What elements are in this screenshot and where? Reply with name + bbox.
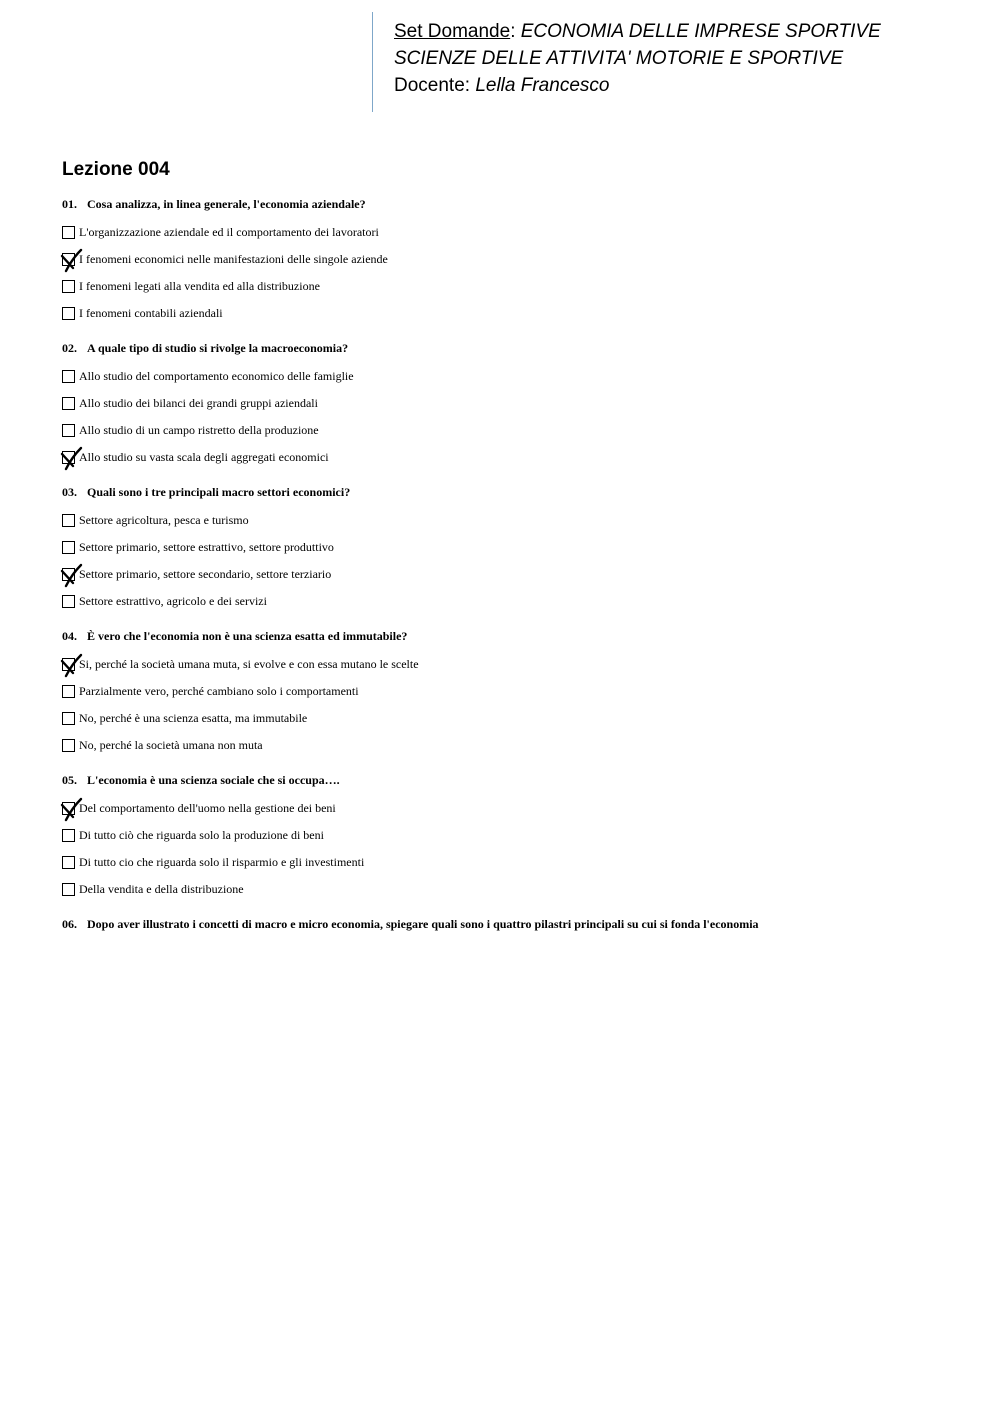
answer-option-label: I fenomeni legati alla vendita ed alla distribuzione (79, 279, 320, 293)
answer-option[interactable] (62, 849, 962, 876)
answer-option[interactable] (62, 822, 962, 849)
question-text (62, 771, 962, 789)
checkbox-checked[interactable] (62, 253, 75, 266)
answer-option[interactable] (62, 732, 962, 759)
answer-option[interactable] (62, 705, 962, 732)
answer-option-label: Settore estrattivo, agricolo e dei servizi (79, 594, 267, 608)
checkbox[interactable] (62, 712, 75, 725)
checkbox[interactable] (62, 541, 75, 554)
checkbox[interactable] (62, 856, 75, 869)
answer-option[interactable] (62, 417, 962, 444)
checkbox[interactable] (62, 883, 75, 896)
answer-option-label: No, perché la società umana non muta (79, 738, 263, 752)
answer-option-label: Settore primario, settore secondario, settore terziario (79, 567, 332, 581)
question-label: Quali sono i tre principali macro settori economici? (87, 485, 351, 499)
question-label: A quale tipo di studio si rivolge la macroeconomia? (87, 341, 349, 355)
question-number: 03. (62, 485, 77, 499)
question-text (62, 195, 962, 213)
answer-option[interactable] (62, 588, 962, 615)
answer-option-label: Di tutto ciò che riguarda solo la produzione di beni (79, 828, 324, 842)
question-5 (62, 771, 962, 903)
set-separator: : (510, 21, 521, 42)
answer-option[interactable] (62, 795, 962, 822)
answer-option-label: I fenomeni economici nelle manifestazioni delle singole aziende (79, 252, 388, 266)
answer-option[interactable] (62, 444, 962, 471)
answer-option-label: Settore agricoltura, pesca e turismo (79, 513, 249, 527)
teacher-line (394, 72, 972, 99)
question-label: Cosa analizza, in linea generale, l'economia aziendale? (87, 197, 366, 211)
question-number: 04. (62, 629, 77, 643)
lesson-title: Lezione 004 (62, 159, 170, 180)
checkbox[interactable] (62, 307, 75, 320)
checkbox-checked[interactable] (62, 658, 75, 671)
checkbox[interactable] (62, 739, 75, 752)
answer-option-label: Di tutto cio che riguarda solo il risparmio e gli investimenti (79, 855, 365, 869)
answer-option-label: Allo studio di un campo ristretto della produzione (79, 423, 319, 437)
checkbox[interactable] (62, 424, 75, 437)
answer-option[interactable] (62, 678, 962, 705)
question-2 (62, 339, 962, 471)
answer-option[interactable] (62, 363, 962, 390)
answer-option-label: Si, perché la società umana muta, si evolve e con essa mutano le scelte (79, 657, 419, 671)
answer-option[interactable] (62, 273, 962, 300)
checkbox[interactable] (62, 370, 75, 383)
question-text (62, 915, 962, 933)
question-list (62, 195, 962, 945)
checkbox[interactable] (62, 397, 75, 410)
answer-option-label: Parzialmente vero, perché cambiano solo i comportamenti (79, 684, 359, 698)
answer-option-label: Allo studio del comportamento economico delle famiglie (79, 369, 354, 383)
checkbox[interactable] (62, 595, 75, 608)
answer-option-label: Allo studio su vasta scala degli aggregati economici (79, 450, 329, 464)
checkbox[interactable] (62, 829, 75, 842)
teacher-name: Lella Francesco (475, 75, 610, 96)
question-number: 01. (62, 197, 77, 211)
answer-option[interactable] (62, 300, 962, 327)
answer-option-label: Del comportamento dell'uomo nella gestione dei beni (79, 801, 336, 815)
checkbox[interactable] (62, 685, 75, 698)
question-number: 06. (62, 917, 77, 931)
answer-option-label: No, perché è una scienza esatta, ma immutabile (79, 711, 308, 725)
answer-option[interactable] (62, 219, 962, 246)
answer-option[interactable] (62, 246, 962, 273)
answer-option[interactable] (62, 876, 962, 903)
set-value: ECONOMIA DELLE IMPRESE SPORTIVE (520, 21, 881, 42)
checkbox-checked[interactable] (62, 568, 75, 581)
answer-option-label: L'organizzazione aziendale ed il comportamento dei lavoratori (79, 225, 379, 239)
question-text (62, 627, 962, 645)
question-3 (62, 483, 962, 615)
answer-option-label: I fenomeni contabili aziendali (79, 306, 223, 320)
answer-option[interactable] (62, 507, 962, 534)
question-text (62, 339, 962, 357)
answer-option-label: Allo studio dei bilanci dei grandi gruppi aziendali (79, 396, 318, 410)
question-label: È vero che l'economia non è una scienza esatta ed immutabile? (87, 629, 408, 643)
answer-option[interactable] (62, 561, 962, 588)
question-number: 05. (62, 773, 77, 787)
answer-option[interactable] (62, 534, 962, 561)
course-name: SCIENZE DELLE ATTIVITA' MOTORIE E SPORTIVE (394, 48, 844, 69)
checkbox-checked[interactable] (62, 451, 75, 464)
question-text (62, 483, 962, 501)
question-1 (62, 195, 962, 327)
question-label: L'economia è una scienza sociale che si occupa…. (87, 773, 340, 787)
checkbox[interactable] (62, 514, 75, 527)
question-4 (62, 627, 962, 759)
question-6 (62, 915, 962, 933)
checkbox[interactable] (62, 226, 75, 239)
document-header (372, 12, 972, 112)
checkbox[interactable] (62, 280, 75, 293)
question-number: 02. (62, 341, 77, 355)
set-line (394, 18, 972, 45)
answer-option[interactable] (62, 390, 962, 417)
answer-option-label: Della vendita e della distribuzione (79, 882, 244, 896)
checkbox-checked[interactable] (62, 802, 75, 815)
question-label: Dopo aver illustrato i concetti di macro e micro economia, spiegare quali sono i quattro pilastri principali su cui si fonda l'economia (87, 917, 759, 931)
answer-option[interactable] (62, 651, 962, 678)
teacher-label: Docente: (394, 75, 476, 96)
set-label: Set Domande (394, 21, 511, 42)
answer-option-label: Settore primario, settore estrattivo, settore produttivo (79, 540, 334, 554)
